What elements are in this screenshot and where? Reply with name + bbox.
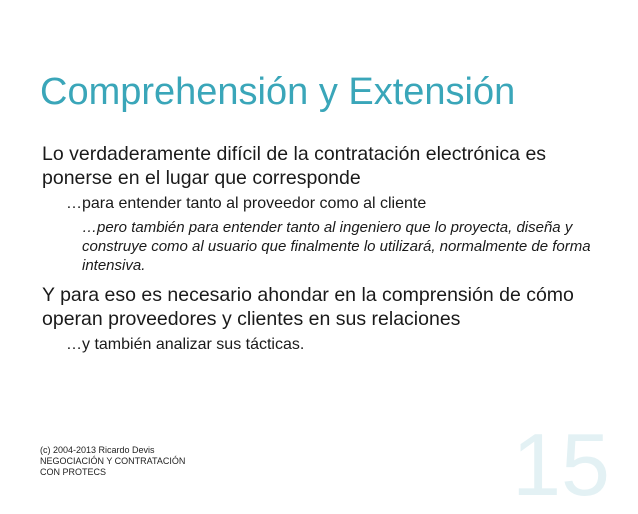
footer-course: NEGOCIACIÓN Y CONTRATACIÓN [40,456,186,466]
bullet-level2: …para entender tanto al proveedor como al cliente [66,195,427,212]
slide-title: Comprehensión y Extensión [40,71,516,113]
slide-content [42,142,602,359]
bullet-level1: Lo verdaderamente difícil de la contratación electrónica es ponerse en el lugar que corresponde [42,143,547,189]
slide-footer [40,445,185,478]
bullet-level3: …pero también para entender tanto al ingeniero que lo proyecta, diseña y construye como al usuario que finalmente lo utilizará, normalmente de forma intensiva. [82,219,591,274]
bullet-level2: …y también analizar sus tácticas. [66,336,305,353]
bullet-level1: Y para eso es necesario ahondar en la comprensión de cómo operan proveedores y clientes en sus relaciones [42,284,574,330]
page-number: 15 [512,415,610,514]
footer-course-2: CON PROTECS [40,467,107,477]
footer-copyright: (c) 2004-2013 Ricardo Devis [40,445,155,455]
